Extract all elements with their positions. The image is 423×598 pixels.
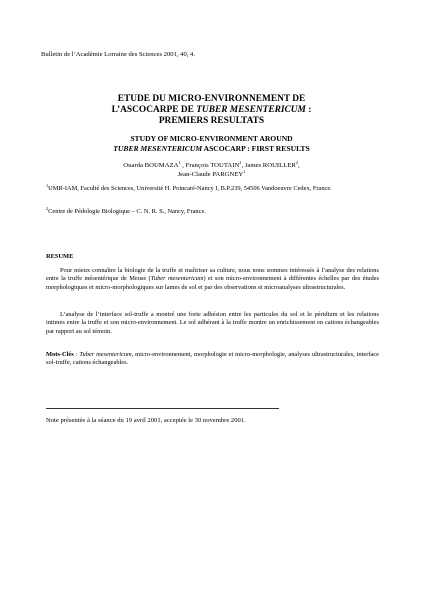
keywords-list: , micro-environnement, morphologie et micro-morphologie, analyses ultrastructurales, interface sol-truffe, cations échangeables. bbox=[46, 351, 379, 367]
affiliation-1 bbox=[46, 185, 381, 193]
affiliation-text: Centre de Pédologie Biologique – C. N. R. S., Nancy, France. bbox=[48, 208, 206, 215]
title-species-name: TUBER MESENTERICUM bbox=[196, 105, 306, 115]
keywords-label: Mots-Clés bbox=[46, 351, 74, 358]
resume-paragraph-2 bbox=[46, 311, 379, 336]
resume-paragraph-1 bbox=[46, 267, 379, 292]
footnote-separator bbox=[46, 408, 279, 409]
title-line-1: ETUDE DU MICRO-ENVIRONNEMENT DE bbox=[117, 94, 306, 104]
author-affiliation-mark: 1 bbox=[178, 160, 181, 165]
title-line-2-suffix: : bbox=[305, 105, 312, 115]
author-affiliation-mark: 1 bbox=[243, 169, 246, 174]
resume-heading: RESUME bbox=[46, 253, 74, 260]
affiliation-mark: 1 bbox=[46, 183, 49, 188]
english-title-line-2-suffix: ASCOCARP : FIRST RESULTS bbox=[202, 144, 310, 153]
affiliation-2 bbox=[46, 208, 381, 216]
author-name: Ouarda BOUMAZA bbox=[123, 162, 179, 169]
author-affiliation-mark: 2 bbox=[295, 160, 299, 165]
english-title-line-1: STUDY OF MICRO-ENVIRONMENT AROUND bbox=[130, 134, 293, 143]
resume-species-name: Tuber mesentericum bbox=[150, 275, 204, 283]
keywords-separator: : bbox=[73, 351, 80, 358]
author-name: James ROUILLER bbox=[244, 162, 296, 169]
keywords-species-name: Tuber mesentericum bbox=[79, 351, 132, 358]
resume-p1-text-b: ) et son micro-environnement à différentes échelles par des études morphologiques et micro-morphologiques sur lames de sol et par des observations et microanalyses ultrastructurales. bbox=[46, 275, 379, 291]
footnote-text: Note présentée à la séance du 19 avril 2001, acceptée le 30 novembre 2001. bbox=[46, 417, 246, 424]
keywords-paragraph bbox=[46, 351, 379, 368]
title-line-2 bbox=[46, 105, 377, 115]
title-line-2-prefix: L’ASCOCARPE DE bbox=[111, 105, 197, 115]
title-line-3: PREMIERS RESULTATS bbox=[158, 116, 265, 126]
author-list-line-1: Ouarda BOUMAZA$^1$ , François TOUTAIN$^2$, James ROUILLER$^2$, bbox=[123, 160, 300, 169]
resume-p2-text: L’analyse de l’interface sol-truffe a montré une forte adhésion entre les particules du sol et le péridium et les relations intimes entre la truffe et son micro-environnement. Le sol adhérant à la truffe montre un enrichissement en cations échangeables par rapport au sol témoin. bbox=[46, 311, 379, 335]
author-name: Jean-Claude PARGNEY bbox=[177, 171, 244, 178]
author-name: François TOUTAIN bbox=[185, 162, 240, 169]
english-title-species-name: TUBER MESENTERICUM bbox=[113, 144, 203, 153]
resume-p1-text-a: Pour mieux connaître la biologie de la truffe et maîtriser sa culture, nous nous sommes intéressés à l’analyse des relations entre la truffe mésentérique de Meuse ( bbox=[46, 267, 379, 283]
english-title-line-2 bbox=[46, 144, 377, 154]
author-affiliation-mark: 2 bbox=[239, 160, 242, 165]
affiliation-text: UMR-IAM, Faculté des Sciences, Université H. Poincaré-Nancy I, B.P.239, 54506 Vandoeuvre Cedex, France. bbox=[48, 185, 332, 192]
affiliation-mark: 2 bbox=[46, 206, 49, 211]
journal-reference: Bulletin de l’Académie Lorraine des Sciences 2001, 40, 4. bbox=[41, 51, 195, 58]
author-list-line-2 bbox=[46, 170, 377, 179]
